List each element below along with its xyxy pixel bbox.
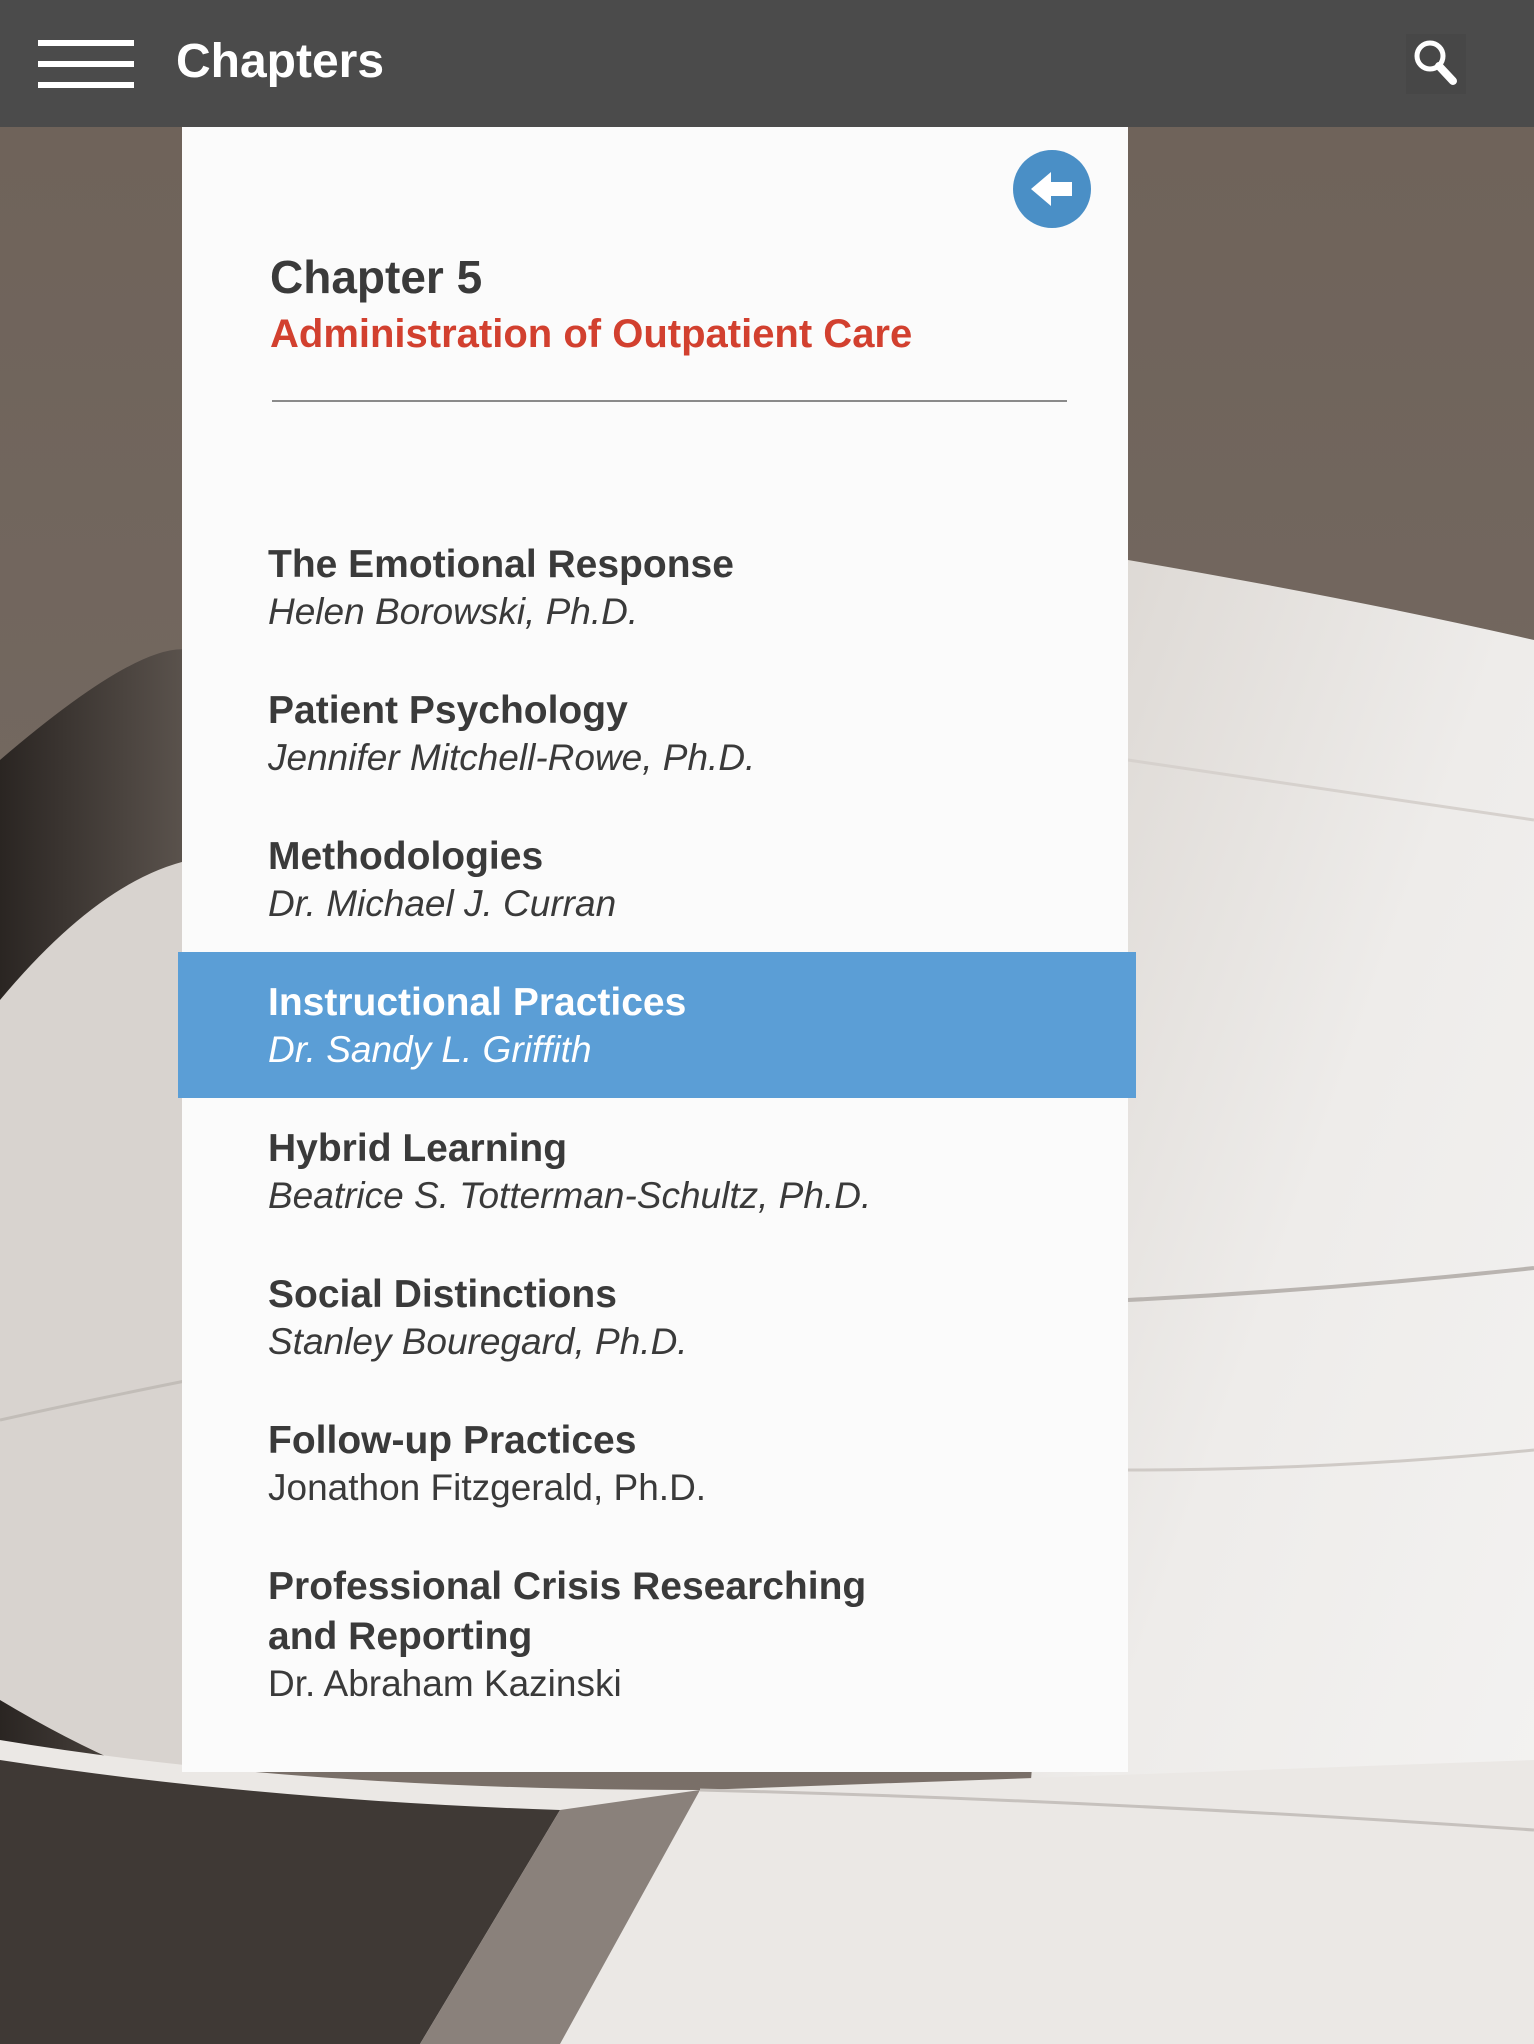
back-button[interactable] bbox=[1013, 150, 1091, 228]
section-author: Beatrice S. Totterman-Schultz, Ph.D. bbox=[268, 1175, 872, 1216]
arrow-left-icon bbox=[1013, 150, 1091, 228]
search-icon[interactable] bbox=[1406, 34, 1466, 94]
chapter-panel bbox=[182, 127, 1128, 1772]
chapter-divider bbox=[272, 400, 1067, 402]
page-title: Chapters bbox=[176, 35, 385, 88]
section-author: Dr. Michael J. Curran bbox=[268, 883, 617, 924]
section-item-methodologies[interactable] bbox=[182, 806, 1128, 952]
section-item-instructional-practices[interactable] bbox=[178, 952, 1136, 1098]
hamburger-menu-icon[interactable] bbox=[38, 40, 134, 88]
section-title: Follow-up Practices bbox=[268, 1419, 637, 1462]
section-author: Jennifer Mitchell-Rowe, Ph.D. bbox=[268, 737, 756, 778]
section-title: Patient Psychology bbox=[268, 689, 628, 732]
section-title: Hybrid Learning bbox=[268, 1127, 568, 1170]
section-item-follow-up-practices[interactable] bbox=[182, 1390, 1128, 1536]
section-title: Methodologies bbox=[268, 835, 544, 878]
section-item-emotional-response[interactable] bbox=[182, 514, 1128, 660]
section-title: Professional Crisis Researching and Reporting bbox=[268, 1565, 867, 1658]
section-author: Dr. Abraham Kazinski bbox=[268, 1663, 622, 1704]
chapter-number: Chapter 5 bbox=[270, 251, 483, 303]
top-bar bbox=[0, 0, 1534, 127]
section-title: Social Distinctions bbox=[268, 1273, 617, 1316]
section-title: Instructional Practices bbox=[268, 981, 687, 1024]
section-author: Dr. Sandy L. Griffith bbox=[268, 1029, 592, 1070]
section-title: The Emotional Response bbox=[268, 543, 734, 586]
section-author: Helen Borowski, Ph.D. bbox=[268, 591, 639, 632]
section-item-social-distinctions[interactable] bbox=[182, 1244, 1128, 1390]
section-item-professional-crisis[interactable] bbox=[182, 1536, 1128, 1704]
section-item-hybrid-learning[interactable] bbox=[182, 1098, 1128, 1244]
chapter-title: Administration of Outpatient Care bbox=[270, 312, 913, 356]
section-item-patient-psychology[interactable] bbox=[182, 660, 1128, 806]
section-author: Stanley Bouregard, Ph.D. bbox=[268, 1321, 688, 1362]
section-list bbox=[182, 514, 1128, 1704]
section-author: Jonathon Fitzgerald, Ph.D. bbox=[268, 1467, 707, 1508]
